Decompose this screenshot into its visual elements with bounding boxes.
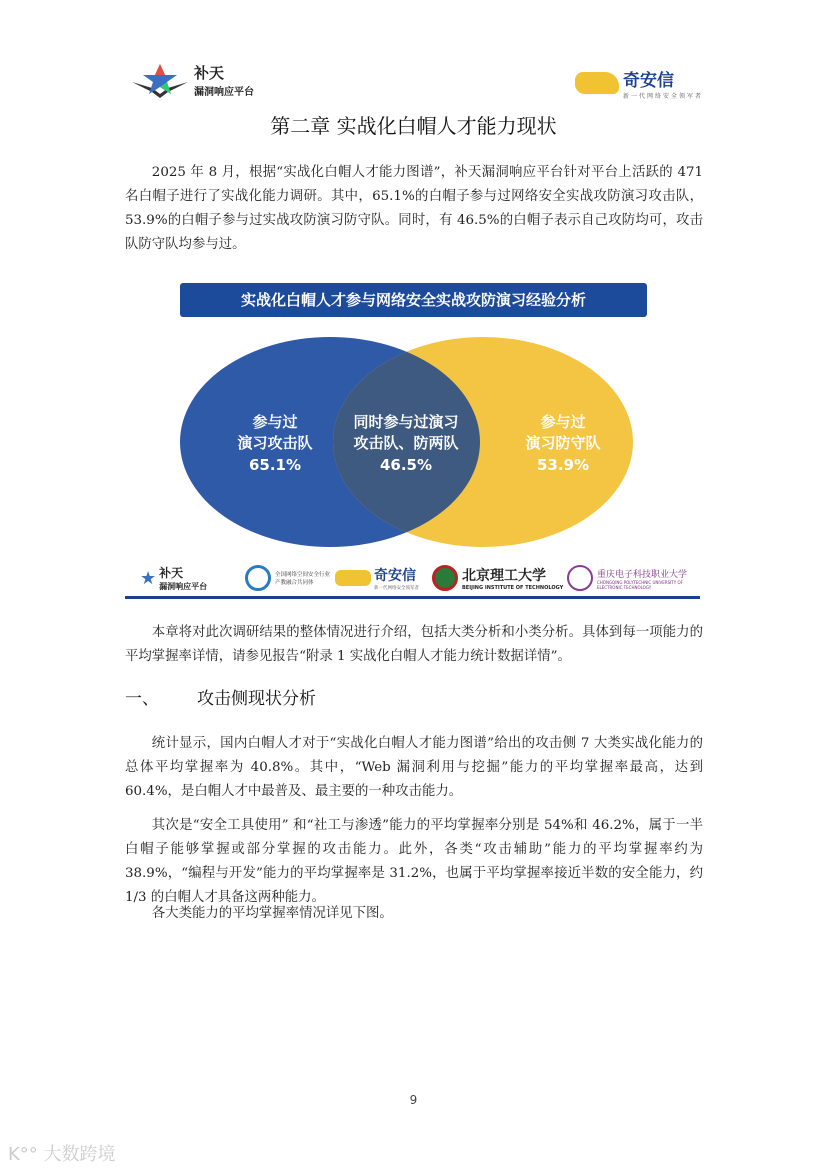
logo-subtitle: 新一代网络安全领军者 [374,586,419,591]
logo-butian [140,560,207,596]
logo-alliance [245,560,335,596]
left-line2: 演习攻击队 [237,434,313,452]
logo-name: 补天 [159,566,184,580]
watermark-text: 大数跨境 [43,1144,116,1165]
qianxin-name: 奇安信 [623,71,674,91]
right-line2: 演习防守队 [525,434,601,452]
middle-line1: 同时参与过演习 [353,413,459,431]
logo-subtitle: CHONGQING POLYTECHNIC UNIVERSITY OF ELECTRONIC TECHNOLOGY [597,579,683,590]
page-number: 9 [409,1093,418,1107]
chapter-summary-paragraph: 本章将对此次调研结果的整体情况进行介绍，包括大类分析和小类分析。具体到每一项能力的平均掌握率详情，请参见报告“附录 1 实战化白帽人才能力统计数据详情”。 [125,625,703,664]
alliance-emblem-icon [245,565,271,591]
left-value: 65.1% [248,456,302,474]
watermark-logo-icon: K°° [8,1144,44,1165]
logo-bit [432,560,563,596]
tiger-icon [575,72,619,94]
butian-star-icon [130,62,190,98]
right-value: 53.9% [536,456,590,474]
logo-subtitle: 漏洞响应平台 [159,582,208,591]
right-line1: 参与过 [540,413,586,431]
figure-banner: 实战化白帽人才参与网络安全实战攻防演习经验分析 [180,283,647,317]
section-title: 攻击侧现状分析 [197,689,316,709]
butian-name: 补天 [194,64,225,82]
logo-name: 北京理工大学 [462,568,546,584]
section-paragraph: 统计显示，国内白帽人才对于“实战化白帽人才能力图谱”给出的攻击侧 7 大类实战化能力的总体平均掌握率为 40.8%。其中，“Web 漏洞利用与挖掘”能力的平均掌握率最高，达到 60.4%，是白帽人才中最普及、最主要的一种攻击能力。 [125,736,703,799]
star-icon: ★ [140,567,157,589]
left-line1: 参与过 [252,413,298,431]
watermark [8,1140,116,1166]
logo-name: 重庆电子科技职业大学 [597,569,688,580]
cqpu-emblem-icon [567,565,593,591]
butian-subtitle: 漏洞响应平台 [194,87,254,98]
logo-qianxin [335,560,419,596]
section-heading [125,684,316,709]
tiger-icon [335,570,371,586]
logo-subtitle: BEIJING INSTITUTE OF TECHNOLOGY [462,585,564,591]
middle-value: 46.5% [379,456,433,474]
venn-diagram [125,330,703,555]
intro-paragraph: 2025 年 8 月，根据“实战化白帽人才能力图谱”，补天漏洞响应平台针对平台上活跃的 471 名白帽子进行了实战化能力调研。其中，65.1%的白帽子参与过网络安全实战攻防演习攻击队，53.9%的白帽子参与过实战攻防演习防守队。同时，有 46.5%的白帽子表示自己攻防均可，攻击队防守队均参与过。 [125,165,703,252]
figure-bottom-rule [125,596,700,599]
logo-name: 奇安信 [374,568,416,584]
middle-line2: 攻击队、防两队 [353,434,459,452]
section-paragraph: 各大类能力的平均掌握率情况详见下图。 [151,906,393,921]
qianxin-subtitle: 新一代网络安全领军者 [623,93,704,100]
bit-emblem-icon [432,565,458,591]
section-paragraph: 其次是“安全工具使用” 和“社工与渗透”能力的平均掌握率分别是 54%和 46.2%，属于一半白帽子能够掌握或部分掌握的攻击能力。此外，各类“攻击辅助”能力的平均掌握率约为 38.9%，“编程与开发”能力的平均掌握率是 31.2%，也属于平均掌握率接近半数的安全能力，约 1/3 的白帽人才具备这两种能力。 [125,818,703,905]
butian-logo [130,62,254,98]
logo-cqpu [567,560,687,596]
chapter-title: 第二章 实战化白帽人才能力现状 [270,114,557,138]
section-number: 一、 [125,689,159,709]
qianxin-logo [575,66,703,100]
logo-name: 全国网络空间安全行业产教融合共同体 [275,572,331,586]
